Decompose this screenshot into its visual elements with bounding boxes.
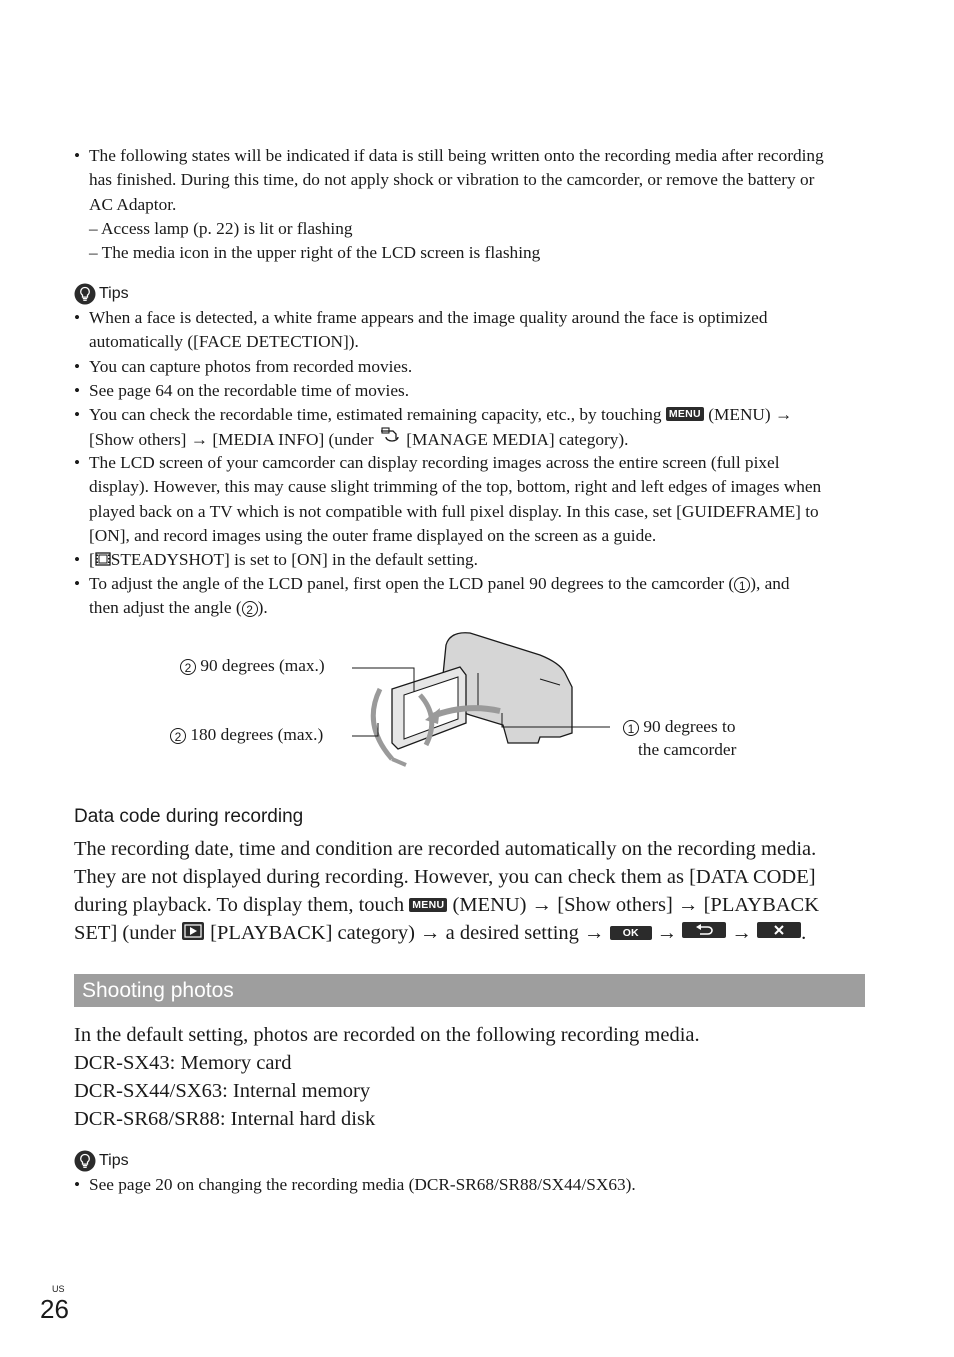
tips-bullet-media-info [74, 403, 866, 453]
tips-bullet-capture-photos [74, 355, 866, 379]
model-line-sx43: DCR-SX43: Memory card [74, 1052, 292, 1074]
tip-text: [Show others] → [MEDIA INFO] (under [89, 430, 374, 450]
intro-line-2: has finished. During this time, do not apply shock or vibration to the camcorder, or remove the battery or [89, 170, 815, 190]
circled-number-2: 2 [242, 601, 258, 617]
para-text: [PLAYBACK] category) → a desired setting → [210, 922, 605, 944]
bullet-dot: • [74, 357, 81, 376]
bullet-dot: • [74, 146, 81, 165]
intro-line-1: The following states will be indicated if data is still being written onto the recording media after recording [89, 146, 824, 165]
tip-text: ). [257, 598, 268, 618]
bullet-dot: • [74, 405, 81, 424]
para-text: SET] (under [74, 922, 176, 944]
ok-button-icon: OK [610, 926, 652, 940]
intro-sub-media-icon: – The media icon in the upper right of the LCD screen is flashing [89, 243, 541, 262]
section-bar-shooting-photos [74, 974, 865, 1007]
region-code: US [52, 1284, 65, 1294]
arrow: → [731, 922, 753, 944]
para-line: In the default setting, photos are recorded on the following recording media. [74, 1024, 700, 1046]
tip-text: [ [89, 550, 95, 569]
camcorder-illustration [0, 625, 954, 785]
tip-text: See page 64 on the recordable time of movies. [89, 381, 410, 400]
para-text: during playback. To display them, touch [74, 894, 405, 916]
label-90-max [180, 655, 325, 677]
bullet-dot: • [74, 453, 81, 472]
tip-text: automatically ([FACE DETECTION]). [89, 332, 359, 352]
menu-button-icon: MENU [409, 898, 447, 912]
shooting-photos-paragraph [74, 1021, 874, 1133]
tip-text: (MENU) → [708, 405, 793, 424]
tip-text: [MANAGE MEDIA] category). [406, 430, 629, 450]
tip-text: See page 20 on changing the recording media (DCR-SR68/SR88/SX44/SX63). [89, 1175, 636, 1194]
label-180-max-text: 180 degrees (max.) [190, 725, 324, 744]
lightbulb-icon [74, 283, 96, 305]
return-button-icon [682, 922, 726, 938]
tips-bullet-lcd-angle [74, 572, 866, 621]
tip-text: then adjust the angle ( [89, 598, 242, 618]
arrow: → [656, 922, 678, 944]
label-cam-line-1: 90 degrees to [643, 717, 736, 736]
bullet-dot: • [74, 381, 81, 400]
menu-button-icon: MENU [666, 407, 704, 421]
tips-bullet-recordable-time [74, 379, 866, 403]
tip-text: STEADYSHOT] is set to [ON] in the default setting. [110, 550, 478, 569]
tip-text: To adjust the angle of the LCD panel, first open the LCD panel 90 degrees to the camcorder ( [89, 574, 735, 593]
lightbulb-icon [74, 1150, 96, 1172]
circled-number-1: 1 [734, 577, 750, 593]
bullet-dot: • [74, 308, 81, 327]
tips-label: Tips [99, 1152, 129, 1169]
intro-line-3: AC Adaptor. [89, 194, 177, 214]
tips-label: Tips [99, 285, 129, 302]
tip-text: The LCD screen of your camcorder can display recording images across the entire screen (full pixel [89, 453, 780, 472]
film-icon [95, 552, 111, 566]
period: . [801, 922, 807, 944]
tips-heading [74, 283, 129, 305]
tip-text: ), and [750, 574, 790, 593]
close-button-icon [757, 922, 801, 938]
tips-bullet-steadyshot [74, 548, 866, 572]
label-90-max-text: 90 degrees (max.) [200, 656, 325, 675]
bullet-dot: • [74, 574, 81, 593]
circled-number-2: 2 [170, 728, 186, 744]
data-code-paragraph [74, 835, 874, 947]
section-title-data-code: Data code during recording [74, 806, 304, 827]
label-cam-line-2: the camcorder [638, 740, 737, 759]
model-line-sr68: DCR-SR68/SR88: Internal hard disk [74, 1108, 376, 1130]
tips-bullet-face-detection [74, 306, 866, 355]
intro-sub-access-lamp: – Access lamp (p. 22) is lit or flashing [89, 219, 353, 238]
tip-text: [ON], and record images using the outer frame displayed on the screen as a guide. [89, 525, 657, 545]
circled-number-1: 1 [623, 720, 639, 736]
tip-text: display). However, this may cause slight trimming of the top, bottom, right and left edges of images when [89, 477, 822, 497]
tip-text: played back on a TV which is not compatible with full pixel display. In this case, set [GUIDEFRAME] to [89, 501, 819, 521]
section-title-shooting-photos: Shooting photos [82, 979, 234, 1002]
tips-heading [74, 1150, 129, 1172]
tip-text: You can check the recordable time, estimated remaining capacity, etc., by touching [89, 405, 662, 424]
label-90-to-camcorder [623, 716, 735, 738]
para-line: The recording date, time and condition are recorded automatically on the recording media. [74, 838, 817, 860]
tips-bullet-recording-media [74, 1173, 866, 1197]
model-line-sx44: DCR-SX44/SX63: Internal memory [74, 1080, 371, 1102]
manage-media-icon [378, 427, 402, 447]
label-180-max [170, 724, 323, 746]
bullet-dot: • [74, 1175, 81, 1194]
playback-icon [181, 921, 205, 941]
tips-bullet-full-pixel [74, 451, 866, 548]
bullet-dot: • [74, 550, 81, 569]
intro-bullet [74, 144, 866, 217]
para-text: (MENU) → [Show others] → [PLAYBACK [452, 894, 820, 916]
page-number: 26 [40, 1294, 69, 1324]
circled-number-2: 2 [180, 659, 196, 675]
tip-text: When a face is detected, a white frame appears and the image quality around the face is optimized [89, 308, 768, 327]
tip-text: You can capture photos from recorded movies. [89, 357, 413, 376]
para-line: They are not displayed during recording. However, you can check them as [DATA CODE] [74, 866, 816, 888]
